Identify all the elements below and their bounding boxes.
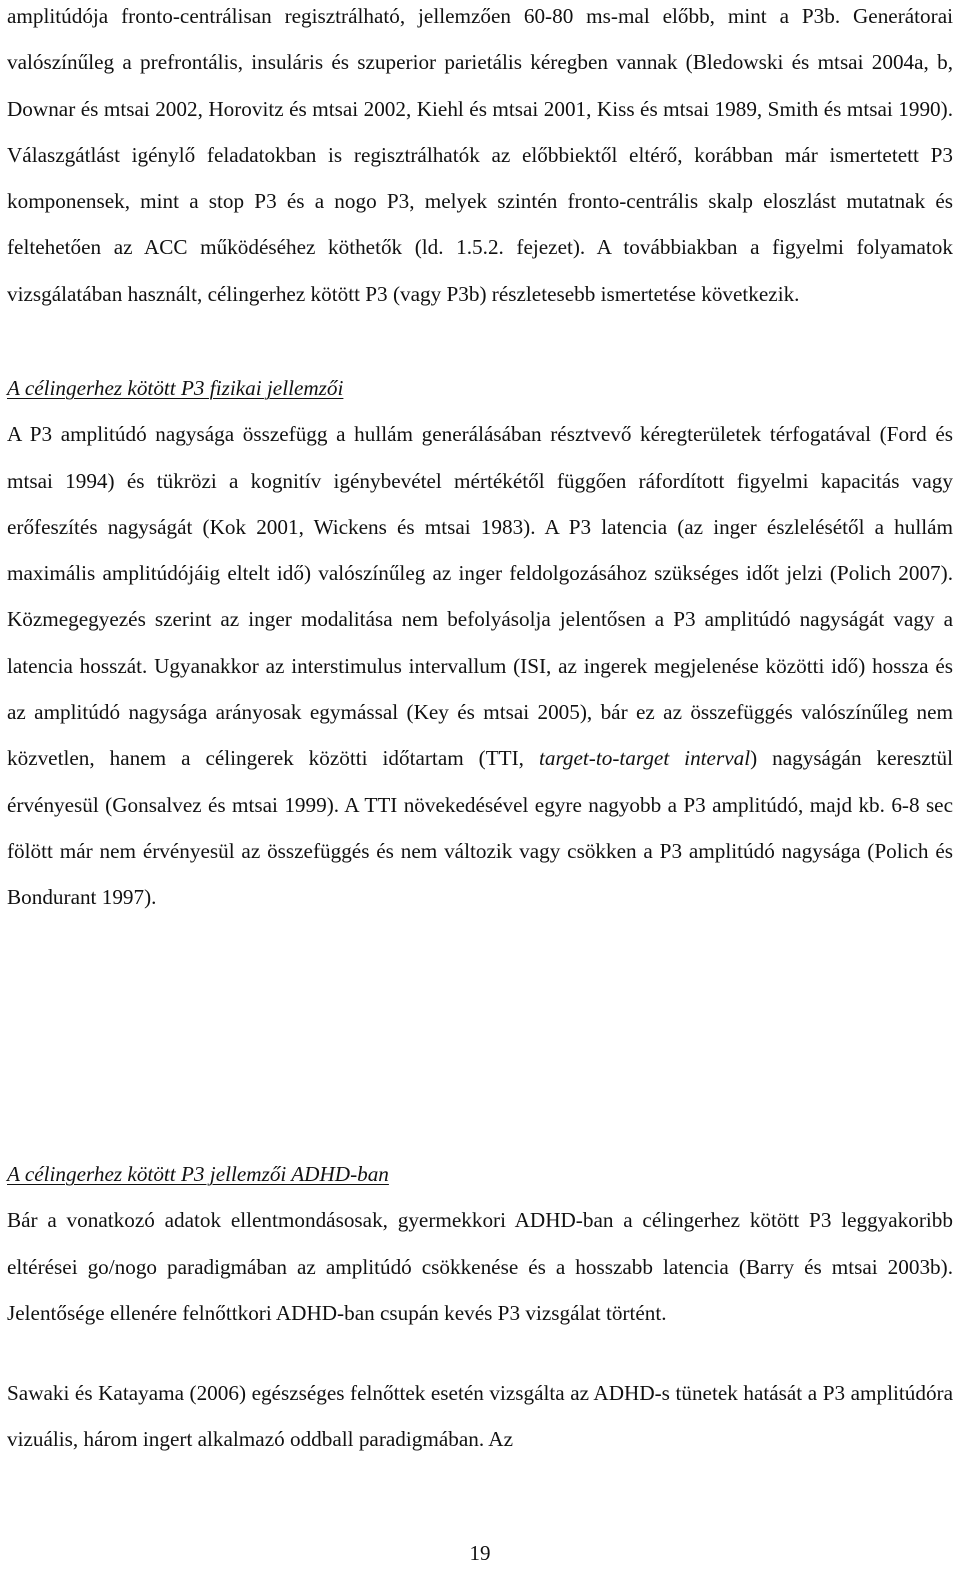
term-target-to-target-interval: target-to-target interval [538,746,751,771]
paragraph-intro [7,0,953,317]
section-heading-p3-adhd: A célingerhez kötött P3 jellemzői ADHD-ban [7,1162,389,1186]
section-p3-physical [7,365,953,921]
document-page [7,0,953,1580]
paragraph-sawaki [7,1370,953,1463]
paragraph-intro-text: amplitúdója fronto-centrálisan regisztrálható, jellemzően 60-80 ms-mal előbb, mint a P3b. Generátorai valószínűleg a prefrontális, insuláris és szuperior parietális kéregben vannak (Bledowski és mtsai 2004a, b, Downar és mtsai 2002, Horovitz és mtsai 2002, Kiehl és mtsai 2001, Kiss és mtsai 1989, Smith és mtsai 1990). Válaszgátlást igénylő feladatokban is regisztrálhatók az előbbiektől eltérő, korábban már ismertetett P3 komponensek, mint a stop P3 és a nogo P3, melyek szintén fronto-centrális skalp eloszlást mutatnak és feltehetően az ACC működéséhez köthetők (ld. 1.5.2. fejezet). A továbbiakban a figyelmi folyamatok vizsgálatában használt, célingerhez kötött P3 (vagy P3b) részletesebb ismertetése következik. [7,4,953,306]
section-p3-physical-text-a: A P3 amplitúdó nagysága összefügg a hullám generálásában résztvevő kéregterületek térfogatával (Ford és mtsai 1994) és tükrözi a kognitív igénybevétel mértékétől függően ráfordított figyelmi kapacitás vagy erőfeszítés nagyságát (Kok 2001, Wickens és mtsai 1983). A P3 latencia (az inger észlelésétől a hullám maximális amplitúdójáig eltelt idő) valószínűleg az inger feldolgozásához szükséges időt jelzi (Polich 2007). Közmegegyezés szerint az inger modalitása nem befolyásolja jelentősen a P3 amplitúdó nagyságát vagy a latencia hosszát. Ugyanakkor az interstimulus intervallum (ISI, az ingerek megjelenése közötti idő) hossza és az amplitúdó nagysága arányosak egymással (Key és mtsai 2005), bár ez az összefüggés valószínűleg nem közvetlen, hanem a célingerek közötti időtartam (TTI, [7,422,953,771]
section-heading-p3-physical: A célingerhez kötött P3 fizikai jellemzői [7,376,344,400]
page-number: 19 [469,1541,491,1565]
section-p3-adhd [7,1151,953,1336]
section-p3-physical-text-b: ) nagyságán keresztül érvényesül (Gonsalvez és mtsai 1999). A TTI növekedésével egyre nagyobb a P3 amplitúdó, majd kb. 6-8 sec fölött már nem érvényesül az összefüggés és nem változik vagy csökken a P3 amplitúdó nagysága (Polich és Bondurant 1997). [7,746,954,910]
paragraph-sawaki-text: Sawaki és Katayama (2006) egészséges felnőttek esetén vizsgálta az ADHD-s tünetek hatását a P3 amplitúdóra vizuális, három ingert alkalmazó oddball paradigmában. Az [7,1381,953,1452]
section-p3-adhd-text: Bár a vonatkozó adatok ellentmondásosak, gyermekkori ADHD-ban a célingerhez kötött P3 leggyakoribb eltérései go/nogo paradigmában az amplitúdó csökkenése és a hosszabb latencia (Barry és mtsai 2003b). Jelentősége ellenére felnőttkori ADHD-ban csupán kevés P3 vizsgálat történt. [7,1208,953,1325]
